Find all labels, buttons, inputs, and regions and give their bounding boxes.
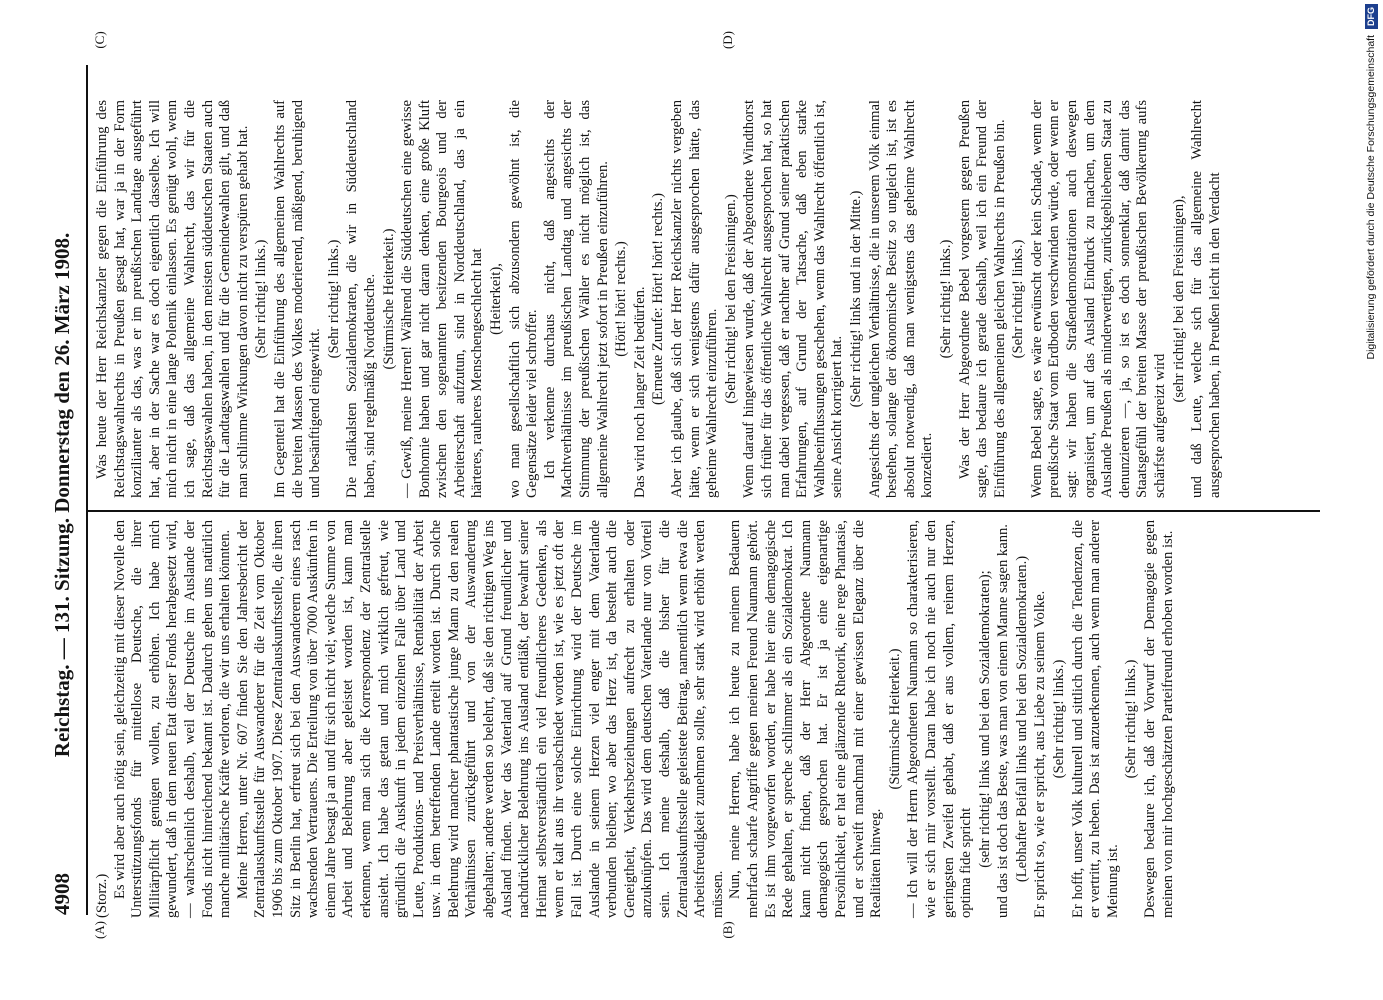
- right-paragraph: Die radikalsten Sozialdemokraten, die wir in Süddeutschland haben, sind regelmäßig Norddeutsche.: [344, 100, 378, 498]
- margin-marker-b: (B): [720, 921, 735, 939]
- right-paragraph: (Sehr richtig! links.): [937, 239, 954, 359]
- right-paragraph: Das wird noch langer Zeit bedürfen.: [631, 286, 648, 498]
- right-paragraph: (Sehr richtig! links.): [1010, 239, 1027, 359]
- right-paragraph: (Hört! hört! rechts.): [613, 241, 630, 357]
- dfg-logo-badge: DFG: [1365, 4, 1378, 29]
- right-paragraph: Im Gegenteil hat die Einführung des allgemeinen Wahlrechts auf die breiten Massen des Volkes moderierend, mäßigend, beruhigend und besänftigend eingewirkt.: [271, 100, 324, 498]
- right-paragraph: (Erneute Zurufe: Hört! hört! rechts.): [650, 193, 667, 405]
- digitization-sidebar: [1363, 4, 1379, 998]
- left-paragraph: Es wird aber auch nötig sein, gleichzeitig mit dieser Novelle den Unterstützungsfonds für mittellose Deutsche, die ihrer Militärpflicht genügen wollen, zu erhöhen. Ich habe mich gewundert, daß in dem neuen Etat dieser Fonds herabgesetzt wird, — wahrscheinlich deshalb, weil der Deutsche im Auslande der Fonds nicht hinreichend bekannt ist. Dadurch gehen uns natürlich manche militärische Kräfte verloren, die wir uns erhalten könnten.: [111, 520, 234, 918]
- right-paragraph: wo man gesellschaftlich sich abzusondern gewöhnt ist, die Gegensätze leider viel schroffer.: [506, 100, 541, 498]
- right-paragraph: (Sehr richtig! bei den Freisinnigen.): [722, 194, 739, 404]
- left-column: [94, 520, 1177, 918]
- left-paragraph: Nun, meine Herren, habe ich heute zu meinem Bedauern mehrfach scharfe Angriffe gegen meinen Freund Naumann gehört. Es ist ihm vorgeworfen worden, er habe hier eine demagogische Rede gehalten, er spreche schlimmer als ein Sozialdemokrat. Ich kann nicht finden, daß der Herr Abgeordnete Naumann demagogisch gesprochen hat. Er ist ja eine eigenartige Persönlichkeit, er hat eine glänzende Rhetorik, eine rege Phantasie, und er schweift manchmal mit einer gewissen Eleganz über die Realitäten hinweg.: [727, 520, 885, 918]
- page-number: 4908: [50, 873, 74, 915]
- right-paragraph: Angesichts der ungleichen Verhältnisse, die in unserem Volk einmal bestehen, solange der ökonomische Besitz so ungleich ist, ist es absolut notwendig, daß man wenigstens das geheime Wahlrecht konzediert.: [866, 100, 936, 498]
- column-divider: [88, 510, 1320, 512]
- right-column: [94, 100, 1224, 498]
- left-paragraph: Er spricht so, wie er spricht, aus Liebe zu seinem Volke.: [1032, 590, 1049, 918]
- digitization-credit: [1363, 4, 1379, 998]
- right-paragraph: Was der Herr Abgeordnete Bebel vorgestern gegen Preußen sagte, das bedaure ich gerade deshalb, weil ich ein Freund der Einführung des allgemeinen gleichen Wahlrechts in Preußen bin.: [956, 100, 1008, 498]
- margin-marker-a: (A): [92, 920, 107, 940]
- left-paragraph: Deswegen bedaure ich, daß der Vorwurf der Demagogie gegen meinen von mir hochgeschätzten Parteifreund erhoben worden ist.: [1142, 520, 1176, 918]
- margin-marker-d: (D): [720, 30, 735, 50]
- left-paragraph: (sehr richtig! links und bei den Sozialdemokraten);: [976, 570, 993, 868]
- margin-marker-c: (C): [92, 31, 107, 49]
- right-paragraph: (sehr richtig! bei den Freisinnigen),: [1170, 195, 1187, 403]
- right-paragraph: (Stürmische Heiterkeit.): [380, 228, 397, 370]
- right-paragraph: Was heute der Herr Reichskanzler gegen die Einführung des Reichstagswahlrechts in Preußen gesagt hat, war ja in der Form konzilianter als das, was er im preußischen Landtage ausgeführt hat, aber in der Sache war es doch eigentlich dasselbe. Ich will mich nicht in eine lange Polemik einlassen. Es genügt wohl, wenn ich sage, daß das allgemeine Wahlrecht, das wir für die Reichstagswahlen haben, in den meisten süddeutschen Staaten auch für die Landtagswahlen und für die Gemeindewahlen gilt, und daß man schlimme Wirkungen davon nicht zu verspüren gehabt hat.: [94, 100, 251, 498]
- right-paragraph: Ich verkenne durchaus nicht, daß angesichts der Machtverhältnisse im preußischen Landtag und angesichts der Stimmung der preußischen Wähler es nicht möglich ist, das allgemeine Wahlrecht jetzt sofort in Preußen einzuführen.: [541, 100, 611, 498]
- left-paragraph: (Storz.): [94, 873, 110, 918]
- right-paragraph: (Sehr richtig! links.): [253, 239, 270, 359]
- left-paragraph: Er hofft, unser Volk kulturell und sittlich durch die Tendenzen, die er vertritt, zu heben. Das ist anzuerkennen, auch wenn man anderer Meinung ist.: [1069, 520, 1121, 918]
- right-paragraph: Wenn Bebel sagte, es wäre erwünscht oder kein Schade, wenn der preußische Staat vom Erdboden verschwinden würde, oder wenn er sagt: wir haben die Straßendemonstrationen auch deswegen organisiert, um auf das Ausland Eindruck zu machen, um dem Auslande Preußen als minderwertigen, zurückgebliebenen Staat zu denunzieren —, ja, so ist es doch sonnenklar, daß damit das Staatsgefühl der breiten Masse der preußischen Bevölkerung aufs schärfste aufgereizt wird: [1028, 100, 1169, 498]
- left-paragraph: — Ich will der Herrn Abgeordneten Naumann so charakterisieren, wie er sich mir vorstellt. Daran habe ich noch nie auch nur den geringsten Zweifel gehabt, daß er aus vollem, reinem Herzen, optima fide spricht: [905, 520, 975, 918]
- running-head: Reichstag. — 131. Sitzung. Donnerstag den 26. März 1908.: [50, 232, 74, 758]
- right-paragraph: (Sehr richtig! links.): [325, 239, 342, 359]
- credit-text: Digitalisierung gefördert durch die Deutsche Forschungsgemeinschaft: [1365, 35, 1377, 360]
- left-paragraph: Meine Herren, unter Nr. 607 finden Sie den Jahresbericht der Zentralauskunftsstelle für Auswanderer für die Zeit vom Oktober 1906 bis zum Oktober 1907. Diese Zentralauskunftsstelle, die ihren Sitz in Berlin hat, erfreut sich bei den Auswanderern eines rasch wachsenden Vertrauens. Die Erteilung von über 7000 Auskünften in einem Jahre besagt ja an und für sich nicht viel; welche Summe von Arbeit und Belehrung aber geleistet worden ist, kann man erkennen, wenn man sich die Korrespondenz der Zentralstelle ansieht. Ich habe das getan und mich wirklich gefreut, wie gründlich die Auskunft in jedem einzelnen Falle über Land und Leute, Produktions- und Preisverhältnisse, Rentabilität der Arbeit usw. in dem betreffenden Lande erteilt worden ist. Durch solche Belehrung wird mancher phantastische junge Mann zu den realen Verhältnissen zurückgeführt und von der Auswanderung abgehalten; andere werden so belehrt, daß sie den richtigen Weg ins Ausland finden. Wer das Vaterland auf Grund freundlicher und nachdrücklicher Belehrung ins Ausland entläßt, der bewahrt seiner Heimat selbstverständlich ein viel freundlicheres Gedenken, als wenn er kalt aus ihr verabschiedet worden ist, wie es jetzt oft der Fall ist. Durch eine solche Einrichtung wird der Deutsche im Auslande in seinem Herzen viel enger mit dem Vaterlande verbunden bleiben; wo aber das Herz ist, da besteht auch die Geneigtheit, Verkehrsbeziehungen aufrecht zu erhalten oder anzuknüpfen. Das wird dem deutschen Vaterlande nur von Vorteil sein. Ich meine deshalb, daß die bisher für die Zentralauskunftsstelle geleistete Beitrag, namentlich wenn etwa die Arbeitsfreudigkeit zunehmen sollte, sehr stark wird erhöht werden müssen.: [234, 520, 726, 918]
- right-paragraph: (Sehr richtig! links und in der Mitte.): [847, 190, 864, 408]
- page-header: [50, 75, 78, 915]
- left-paragraph: (Lebhafter Beifall links und bei den Sozialdemokraten.): [1013, 555, 1030, 883]
- right-paragraph: und daß Leute, welche sich für das allgemeine Wahlrecht ausgesprochen haben, in Preußen leicht in den Verdacht: [1189, 100, 1223, 498]
- right-paragraph: Aber ich glaube, daß sich der Herr Reichskanzler nichts vergeben hätte, wenn er sich wenigstens dafür ausgesprochen hätte, das geheime Wahlrecht einzuführen.: [669, 100, 721, 498]
- right-paragraph: (Heiterkeit),: [488, 263, 505, 335]
- left-paragraph: und das ist doch das Beste, was man von einem Manne sagen kann.: [995, 524, 1012, 918]
- left-paragraph: (Stürmische Heiterkeit.): [886, 648, 903, 790]
- right-paragraph: — Gewiß, meine Herren! Während die Süddeutschen eine gewisse Bonhomie haben und gar nicht daran denken, eine große Kluft zwischen den sogenannten besitzenden Bourgeois und der Arbeiterschaft aufzutun, sind in Norddeutschland, das ja ein härteres, rauheres Menschengeschlecht hat: [399, 100, 486, 498]
- left-paragraph: (Sehr richtig! links.): [1123, 659, 1140, 779]
- header-rule: [86, 65, 88, 915]
- right-paragraph: Wenn darauf hingewiesen wurde, daß der Abgeordnete Windthorst sich früher für das öffentliche Wahlrecht ausgesprochen hat, so hat man dabei vergessen, daß er nachher auf Grund seiner praktischen Erfahrungen, auf Grund der Tatsache, daß eben starke Wahlbeeinflussungen geschehen, wenn das Wahlrecht öffentlich ist, seine Ansicht korrigiert hat.: [741, 100, 846, 498]
- left-paragraph: (Sehr richtig! links.): [1051, 659, 1068, 779]
